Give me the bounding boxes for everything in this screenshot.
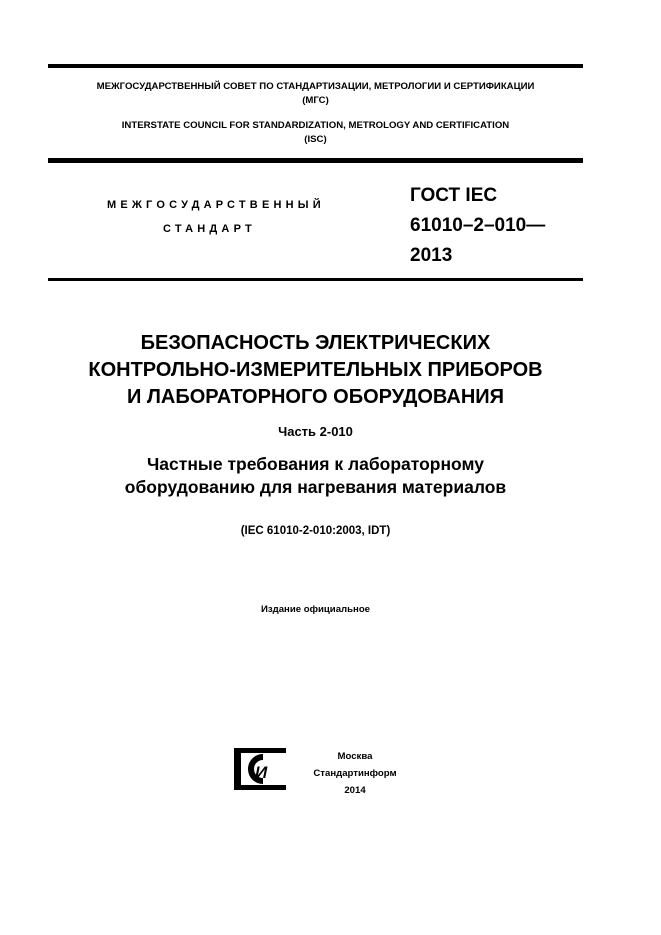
subtitle-line2: оборудованию для нагревания материалов — [124, 477, 507, 497]
document-subtitle — [48, 453, 583, 499]
council-ru — [48, 80, 583, 108]
top-rule — [48, 64, 583, 68]
publisher-name: Стандартинформ — [313, 768, 397, 779]
council-ru-name: МЕЖГОСУДАРСТВЕННЫЙ СОВЕТ ПО СТАНДАРТИЗАЦИИ, МЕТРОЛОГИИ И СЕРТИФИКАЦИИ — [96, 81, 535, 92]
publisher-block — [305, 748, 405, 799]
council-en-name: INTERSTATE COUNCIL FOR STANDARDIZATION, METROLOGY AND CERTIFICATION — [121, 120, 510, 131]
header-rule — [48, 158, 583, 163]
council-ru-abbr: (МГС) — [302, 95, 329, 106]
subtitle-line1: Частные требования к лабораторному — [147, 454, 484, 474]
title-line2: КОНТРОЛЬНО-ИЗМЕРИТЕЛЬНЫХ ПРИБОРОВ — [88, 359, 543, 381]
standard-type-line2: СТАНДАРТ — [163, 223, 256, 235]
gost-line1: ГОСТ IEC — [410, 185, 498, 206]
gost-line2: 61010–2–010— — [410, 215, 546, 236]
part-number: Часть 2-010 — [278, 424, 353, 439]
title-line3: И ЛАБОРАТОРНОГО ОБОРУДОВАНИЯ — [126, 386, 505, 408]
council-en — [48, 119, 583, 147]
title-line1: БЕЗОПАСНОСТЬ ЭЛЕКТРИЧЕСКИХ — [140, 332, 491, 354]
svg-text:И: И — [255, 763, 268, 782]
gost-designation — [410, 181, 545, 271]
publisher-year: 2014 — [344, 785, 366, 796]
standard-type-line1: МЕЖГОСУДАРСТВЕННЫЙ — [107, 199, 325, 211]
gost-line3: 2013 — [410, 245, 453, 266]
council-en-abbr: (ISC) — [304, 134, 327, 145]
publisher-city: Москва — [337, 751, 373, 762]
iec-reference: (IEC 61010-2-010:2003, IDT) — [240, 525, 391, 537]
standartinform-logo-icon — [234, 748, 286, 790]
designation-rule — [48, 278, 583, 281]
edition-label: Издание официальное — [260, 604, 371, 615]
document-title — [48, 330, 583, 411]
